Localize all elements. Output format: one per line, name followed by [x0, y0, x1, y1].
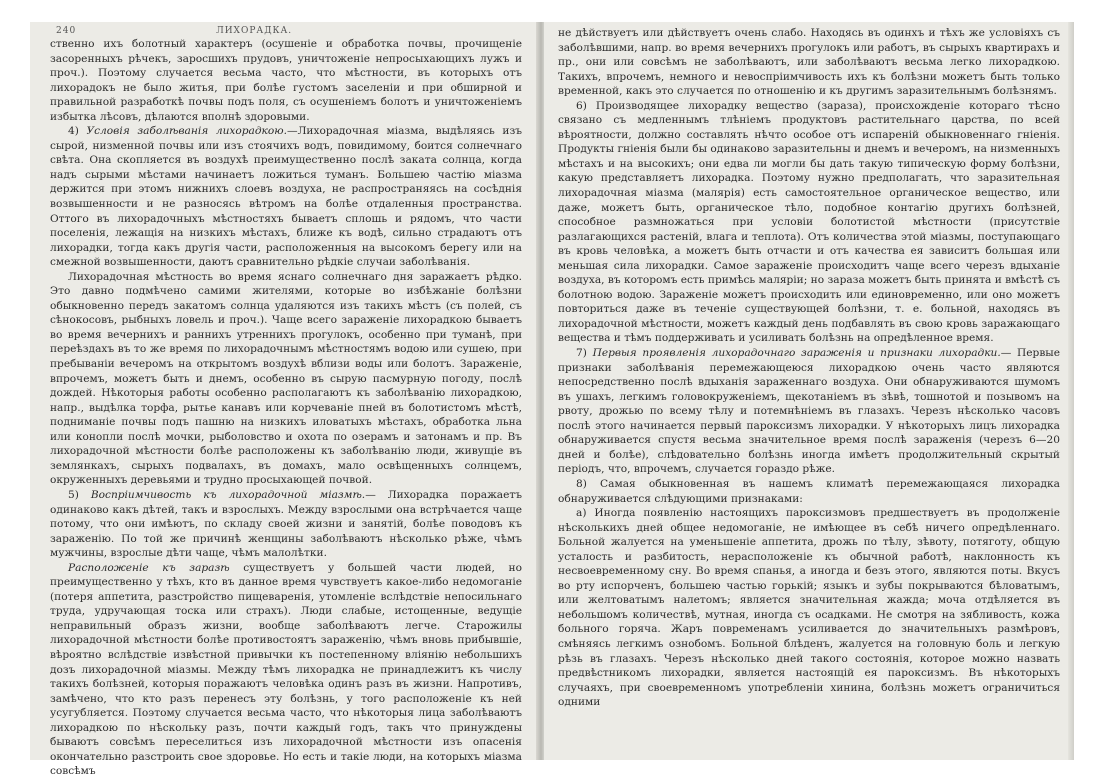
paragraph: [50, 270, 522, 488]
text-run: не дѣйствуетъ или дѣйствуетъ очень слабо. Находясь въ одинхъ и тѣхъ же условіяхъ съ заболѣвшими, напр. во время вечернихъ прогулокъ или работъ, въ сырыхъ квартирахъ и пр., они или совсѣмъ не заболѣваютъ, или заболѣваютъ весьма легко лихорадкою. Такихъ, впрочемъ, немного и невоспріимчивость ихъ къ болѣзни можетъ быть только временной, какъ это случается по отношенію и къ другимъ заразительнымъ болѣзнямъ.: [558, 27, 1060, 98]
section-heading: Воспріимчивость къ лихорадочной міазмѣ.: [90, 488, 366, 501]
page-edge: [1068, 22, 1074, 760]
section-heading: Расположеніе къ заразѣ: [68, 561, 230, 574]
text-run: существуетъ у большей части людей, но преимущественно у тѣхъ, кто въ данное время чувствуетъ какое-либо недомоганіе (потеря аппетита, разстройство пищеваренія, утомленіе вслѣдствіе непосильнаго труда, удручающая тоска или страхъ). Люди слабые, истощенные, ведущіе неправильный образъ жизни, вообще заболѣваютъ легче. Старожилы лихорадочной мѣстности болѣе противостоятъ зараженію, чѣмъ вновь прибывшіе, вѣроятно вслѣдствіе извѣстной привычки къ постепенному вліянію небольшихъ дозъ лихорадочной міазмы. Между тѣмъ лихорадка не принадлежитъ къ числу такихъ болѣзней, которыя поражаютъ человѣка одинъ разъ въ жизни. Напротивъ, замѣчено, что кто разъ перенесъ эту болѣзнь, у того расположеніе къ ней усугубляется. Поэтому случается весьма часто, что нѣкоторыя лица заболѣваютъ лихорадкою по нѣскольку разъ, почти каждый годъ, такъ что принуждены бываютъ совсѣмъ переселиться изъ лихорадочной мѣстности изъ опасенія окончательно разстроить свое здоровье. Но есть и такіе люди, на которыхъ міазма совсѣмъ: [50, 561, 522, 778]
text-run: 7): [576, 347, 593, 360]
page-number: 240: [56, 26, 77, 36]
text-run: 8) Самая обыкновенная въ нашемъ климатѣ перемежающаяся лихорадка обнаруживается слѣдующими признаками:: [558, 477, 1060, 505]
paragraph: [50, 37, 522, 124]
paragraph: [558, 346, 1060, 477]
paragraph: [50, 488, 522, 561]
paragraph: [558, 26, 1060, 99]
text-run: — Лихорадка поражаетъ одинаково какъ дѣтей, такъ и взрослыхъ. Между взрослыми она встрѣчается чаще потому, что они имѣютъ, по складу своей жизни и занятій, болѣе поводовъ къ зараженію. По той же причинѣ женщины заболѣваютъ нѣсколько рѣже, чѣмъ мужчины, взрослые дѣти чаще, чѣмъ малолѣтки.: [50, 488, 522, 560]
section-heading: Первыя проявленія лихорадочнаго зараженія и признаки лихорадки.: [592, 347, 1001, 360]
left-page-text: [50, 37, 522, 779]
text-run: 5): [68, 488, 91, 501]
right-page: [544, 22, 1074, 760]
left-page: [30, 22, 538, 778]
paragraph: [50, 561, 522, 779]
paragraph: [50, 124, 522, 269]
text-run: —Лихорадочная міазма, выдѣляясь изъ сырой, низменной почвы или изъ стоячихъ водъ, повидимому, боится солнечнаго свѣта. Она скопляется въ воздухѣ преимущественно послѣ заката солнца, когда надъ сырыми мѣстами начинаетъ ложиться туманъ. Большею частію міазма держится при этомъ нижнихъ слоевъ воздуха, не распространяясь на сосѣднія возвышенности и не разносясь вѣтромъ на болѣе отдаленныя пространства. Оттого въ лихорадочныхъ мѣстностяхъ бываетъ сплошь и рядомъ, что части поселенія, лежащія на низкихъ мѣстахъ, ближе къ водѣ, сильно страдаютъ отъ лихорадки, тогда какъ другія части, расположенныя на высокомъ берегу или на смежной возвышенности, даютъ сравнительно рѣдкіе случаи заболѣванія.: [50, 125, 522, 269]
paragraph: [558, 477, 1060, 506]
book-spread: [30, 22, 1074, 778]
text-run: ственно ихъ болотный характеръ (осушеніе и обработка почвы, прочищеніе засоренныхъ рѣчекъ, заросшихъ прудовъ, уничтоженіе непросыхающихъ лужъ и проч.). Поэтому случается весьма часто, что мѣстности, въ которыхъ отъ лихорадокъ не было житья, при болѣе густомъ заселеніи и при обширной и правильной разработкѣ почвы подъ поля, съ осушеніемъ болотъ и уничтоженіемъ избытка лѣсовъ, дѣлаются вполнѣ здоровыми.: [50, 38, 522, 123]
paragraph: [558, 506, 1060, 710]
right-page-text: [558, 26, 1060, 710]
running-title: ЛИХОРАДКА.: [216, 26, 293, 36]
running-head: [50, 26, 522, 36]
section-heading: Условія заболѣванія лихорадкою.: [86, 125, 287, 138]
text-run: — Первые признаки заболѣванія перемежающеюся лихорадкою очень часто являются непосредственно послѣ вдыханія зараженнаго воздуха. Они обнаруживаются шумомъ въ ушахъ, легкимъ головокруженіемъ, щекотаніемъ въ зѣвѣ, тошнотой и позывомъ на рвоту, дрожью по всему тѣлу и потемнѣніемъ въ глазахъ. Черезъ нѣсколько часовъ послѣ этого начинается первый пароксизмъ лихорадки. У нѣкоторыхъ лицъ лихорадка обнаруживается спустя весьма значительное время послѣ зараженія (черезъ 6—20 дней и болѣе), слѣдовательно болѣзнь иногда имѣетъ продолжительный скрытый періодъ, что, впрочемъ, случается гораздо рѣже.: [558, 347, 1060, 476]
paragraph: [558, 99, 1060, 346]
text-run: 6) Производящее лихорадку вещество (зараза), происхожденіе котораго тѣсно связано съ медленнымъ тлѣніемъ продуктовъ растительнаго царства, по всей вѣроятности, должно составлять нѣчто особое отъ испареній обыкновеннаго гніенія. Продукты гніенія были бы одинаково заразительны и днемъ и вечеромъ, на низменныхъ мѣстахъ и на высокихъ; они едва ли могли бы дать такую типическую форму болѣзни, какую представляетъ лихорадка. Поэтому нужно предполагать, что заразительная лихорадочная міазма (малярія) есть самостоятельное органическое вещество, или даже, можетъ быть, органическое тѣло, подобное контагію другихъ болѣзней, способное размножаться при условіи болотистой мѣстности (присутствіе разлагающихся растеній, влага и теплота). Отъ количества этой міазмы, поступающаго въ кровь человѣка, а можетъ быть отчасти и отъ качества ея зависитъ большая или меньшая сила лихорадки. Самое зараженіе происходитъ чаще всего черезъ вдыханіе воздуха, въ которомъ есть примѣсь маляріи; но зараза можетъ быть принята и вмѣстѣ съ болотною водою. Зараженіе можетъ происходить или единовременно, или оно можетъ повториться даже въ теченіе существующей болѣзни, т. е. больной, находясь въ лихорадочной мѣстности, можетъ каждый день подбавлять въ свою кровь заражающаго вещества и тѣмъ поддерживать и усиливать болѣзнь на опредѣленное время.: [558, 99, 1060, 345]
text-run: а) Иногда появленію настоящихъ пароксизмовъ предшествуетъ въ продолженіе нѣсколькихъ дней общее недомоганіе, не имѣющее въ себѣ ничего опредѣленнаго. Больной жалуется на уменьшеніе аппетита, дрожь по тѣлу, зѣвоту, потяготу, общую усталость и разбитость, нерасположеніе къ обычной работѣ, наклонность къ несвоевременному сну. Во время спанья, а иногда и безъ этого, являются поты. Вкусъ во рту испорченъ, большею частью горькій; языкъ и зубы покрываются бѣловатымъ, или желтоватымъ налетомъ; является значительная жажда; моча отдѣляется въ небольшомъ количествѣ, мутная, иногда съ осадками. Не смотря на зябливость, кожа больного горяча. Жаръ повременамъ усиливается до значительныхъ размѣровъ, смѣняясь легкимъ ознобомъ. Больной блѣденъ, жалуется на головную боль и легкую рѣзь въ глазахъ. Черезъ нѣсколько дней такого состоянія, которое можно назвать предвѣстникомъ лихорадки, является настоящій ея пароксизмъ. Въ нѣкоторыхъ случаяхъ, при своевременномъ употребленіи хинина, болѣзнь можетъ ограничиться одними: [558, 507, 1060, 709]
text-run: 4): [68, 125, 87, 138]
text-run: Лихорадочная мѣстность во время яснаго солнечнаго дня заражаетъ рѣдко. Это давно подмѣчено самими жителями, которые во избѣжаніе болѣзни обыкновенно передъ закатомъ солнца удаляются изъ такихъ мѣстъ (съ полей, съ сѣнокосовъ, рыбныхъ ловель и проч.). Чаще всего зараженіе лихорадкою бываетъ во время вечернихъ и раннихъ утреннихъ прогулокъ, особенно при туманѣ, при переѣздахъ въ то же время по лихорадочнымъ мѣстностямъ водою или сушею, при пребываніи вечеромъ на открытомъ воздухѣ вблизи воды или болотъ. Зараженіе, впрочемъ, можетъ быть и днемъ, особенно въ сырую пасмурную погоду, послѣ дождей. Нѣкоторыя работы особенно располагаютъ къ заболѣванію лихорадкою, напр., выдѣлка торфа, рытье канавъ или корчеваніе пней въ болотистомъ мѣстѣ, подниманіе почвы подъ пашню на низкихъ иловатыхъ мѣстахъ, обработка льна или конопли послѣ мочки, рыболовство и охота по озерамъ и затонамъ и пр. Въ лихорадочной мѣстности болѣе расположены къ заболѣванію люди, живущіе въ землянкахъ, сырыхъ подвалахъ, въ домахъ, мало освѣщенныхъ солнцемъ, окруженныхъ деревьями и трудно просыхающей почвой.: [50, 270, 522, 487]
